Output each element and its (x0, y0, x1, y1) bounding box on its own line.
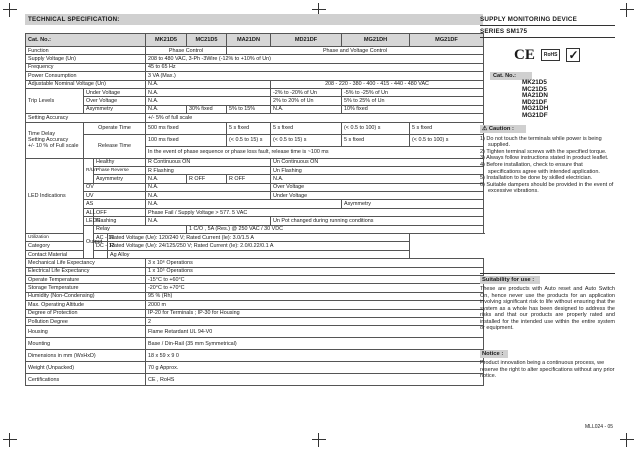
over-voltage-range-1: 2% to 20% of Un (271, 97, 342, 105)
product-title: SUPPLY MONITORING DEVICE (480, 16, 578, 23)
led-all-row (26, 208, 484, 216)
led-phase-reverse-b: Un Flashing (271, 166, 484, 174)
function-label: Function (26, 47, 146, 55)
spec-row (26, 292, 484, 300)
technical-specification-heading: TECHNICAL SPECIFICATION: (25, 14, 483, 25)
spec-value: 3 x 10⁶ Operations (146, 259, 484, 267)
led-ov-label: OV (84, 183, 146, 191)
supply-voltage-value: 208 to 480 VAC, 3-Ph -3Wire (-12% to +10% of Un) (146, 55, 484, 63)
caution-label: Caution : (488, 125, 514, 132)
cat-no-label: Cat. No.: (26, 34, 146, 47)
led-asymmetry-label: Asymmetry (94, 175, 146, 183)
setting-accuracy-label: Setting Accuracy (26, 114, 146, 122)
nominal-voltage-na: N.A. (146, 80, 271, 88)
output-category-label: Category (26, 242, 94, 250)
series-divider (480, 37, 615, 38)
cat-list-item: MG21DF (522, 111, 548, 119)
cat-list-item: MD21DF (522, 98, 548, 106)
led-phase-reverse-a: R Flashing (146, 166, 271, 174)
supply-voltage-row (26, 55, 484, 63)
output-utilization-label: Utilization (26, 234, 94, 242)
model-mg21df: MG21DF (410, 34, 484, 47)
release-time-label: Release Time (84, 134, 146, 158)
under-voltage-range-1: -2% to -20% of Un (271, 88, 342, 96)
spec-label: Operate Temperature (26, 275, 146, 283)
setting-accuracy-value: +/- 5% of full scale (146, 114, 484, 122)
operate-time-row (26, 122, 484, 134)
led-asymmetry-d: N.A. (271, 175, 484, 183)
function-row (26, 47, 484, 55)
output-utilization-ac: AC - 15 (94, 234, 108, 242)
led-r-un-label: R/Un (84, 158, 94, 183)
led-healthy-label: Healthy (94, 158, 146, 166)
suitability-section (480, 273, 615, 332)
output-relay-label: Relay (94, 225, 187, 233)
supply-voltage-label: Supply Voltage (Un) (26, 55, 146, 63)
led-ov-a: N.A. (146, 183, 271, 191)
spec-label: Certifications (26, 374, 146, 386)
output-utilization-dc: DC - 13 (94, 242, 108, 250)
spec-label: Mounting (26, 338, 146, 350)
spec-value: -15°C to +60°C (146, 275, 484, 283)
under-voltage-range-2: -5% to -25% of Un (342, 88, 484, 96)
warning-icon: ⚠ (482, 125, 488, 132)
led-as-row (26, 200, 484, 208)
power-consumption-label: Power Consumption (26, 72, 146, 80)
cat-no-row (26, 34, 484, 47)
document-code: MLL024 - 05 (585, 424, 614, 430)
frequency-row (26, 63, 484, 71)
crop-mark-bottom-right (620, 433, 634, 447)
spec-value: 95 % (Rh) (146, 292, 484, 300)
spec-row (26, 267, 484, 275)
release-time-d: 5 s fixed (342, 134, 410, 146)
over-voltage-na: N.A. (146, 97, 271, 105)
spec-label: Electrical Life Expectancy (26, 267, 146, 275)
led-healthy-b: Un Continuous ON (271, 158, 484, 166)
model-ma21dn: MA21DN (227, 34, 271, 47)
output-contact-row (26, 250, 484, 258)
crop-mark-bottom-left (3, 433, 17, 447)
caution-item: 1) Do not touch the terminals while power is being supplied. (480, 135, 602, 149)
technical-specification-panel (25, 14, 483, 386)
product-info-panel (480, 14, 615, 380)
spec-row (26, 309, 484, 317)
trip-asymmetry-row (26, 105, 484, 113)
led-all-off: OFF (94, 208, 146, 216)
caution-item: 3) Always follow instructions stated in product leaflet. (480, 155, 609, 162)
cat-list-item: MC21D5 (522, 85, 547, 93)
spec-value: 70 g Approx. (146, 362, 484, 374)
operate-time-e: 5 s fixed (410, 122, 484, 134)
led-indications-label: LED Indications (26, 158, 84, 234)
spec-label: Housing (26, 326, 146, 338)
rohs-mark: RoHS (541, 49, 561, 61)
spec-row (26, 326, 484, 338)
spec-value: 18 x 59 x 9 0 (146, 350, 484, 362)
certification-marks (514, 46, 615, 64)
led-as-a: N.A. (146, 200, 342, 208)
spec-row (26, 284, 484, 292)
spec-value: IP-20 for Terminals ; IP-30 for Housing (146, 309, 484, 317)
operate-time-c: 5 s fixed (271, 122, 342, 134)
caution-heading (480, 125, 526, 133)
frequency-value: 45 to 65 Hz (146, 63, 484, 71)
under-voltage-na: N.A. (146, 88, 271, 96)
spec-row (26, 338, 484, 350)
cat-list-item: MG21DH (522, 105, 549, 113)
led-all-value: Phase Fail / Supply Voltage > 577. 5 VAC (146, 208, 484, 216)
spec-row (26, 275, 484, 283)
trip-levels-label: Trip Levels (26, 88, 84, 113)
spec-row (26, 317, 484, 325)
over-voltage-range-2: 5% to 25% of Un (342, 97, 484, 105)
spec-value: Base / Din-Rail (35 mm Symmetrical) (146, 338, 484, 350)
cat-list-item: MA21DN (522, 92, 548, 100)
spec-label: Max. Operating Altitude (26, 301, 146, 309)
led-asymmetry-c: R OFF (227, 175, 271, 183)
suitability-text: These are products with Auto reset and Auto Switch On, hence never use the products for an application involving significant risk to life without ensuring that the system as a whole has been designed to address the risks and that our products are properly rated and installed for the intended use within the entire system or equipment. (480, 285, 615, 332)
led-phase-reverse-label: Phase Reverse (94, 166, 146, 174)
time-delay-label: Time Delay (28, 131, 56, 138)
release-time-e: (< 0.5 to 100) s (410, 134, 484, 146)
model-mc21d5: MC21D5 (187, 34, 227, 47)
product-series: SERIES SM175 (480, 28, 528, 35)
spec-label: Storage Temperature (26, 284, 146, 292)
model-md21df: MD21DF (271, 34, 342, 47)
crop-mark-top-left (3, 3, 17, 17)
model-mg21dh: MG21DH (342, 34, 410, 47)
caution-list (480, 136, 615, 195)
operate-time-a: 500 ms fixed (146, 122, 227, 134)
led-as-label: AS (84, 200, 146, 208)
cat-no-box-label: Cat. No.: (490, 72, 532, 80)
spec-row (26, 374, 484, 386)
trip-asymmetry-label: Asymmetry (84, 105, 146, 113)
spec-value: 1 x 10⁵ Operations (146, 267, 484, 275)
under-voltage-row (26, 88, 484, 96)
led-uv-b: Under Voltage (271, 192, 484, 200)
specification-table (25, 33, 484, 386)
trip-asymmetry-fixed-10: 10% fixed (342, 105, 484, 113)
time-delay-accuracy-label: Setting Accuracy (28, 137, 69, 144)
operate-time-d: (< 0.5 to 100) s (342, 122, 410, 134)
led-leds-b: Un Pot changed during running conditions (271, 217, 484, 225)
spec-row (26, 362, 484, 374)
crop-mark-top-right (620, 3, 634, 17)
spec-row (26, 301, 484, 309)
spec-label: Mechanical Life Expectancy (26, 259, 146, 267)
release-time-note: In the event of phase sequence or phase loss fault, release time is ~100 ms (146, 146, 484, 158)
spec-label: Degree of Protection (26, 309, 146, 317)
led-uv-a: N.A. (146, 192, 271, 200)
led-asymmetry-a: N.A. (146, 175, 187, 183)
crop-mark-bottom-center (312, 433, 326, 447)
spec-label: Humidity (Non-Condensing) (26, 292, 146, 300)
notice-text: Product innovation being a continuous process, we reserve the right to alter specifications without any prior notice. (480, 360, 615, 380)
output-utilization-ac-value: Rated Voltage (Ue): 120/240 V; Rated Current (Ie): 3.0/1.5 A (108, 234, 410, 242)
caution-item: 6) Suitable dampers should be provided in the event of excessive vibrations. (480, 181, 614, 195)
cat-list-item: MK21D5 (522, 79, 547, 86)
spec-value: CE , RoHS (146, 374, 484, 386)
led-leds-flashing: Flashing (94, 217, 146, 225)
spec-value: 2000 m (146, 301, 484, 309)
under-voltage-label: Under Voltage (84, 88, 146, 96)
spec-label: Pollution Degree (26, 317, 146, 325)
spec-label: Dimensions in mm (WxHxD) (26, 350, 146, 362)
led-leds-row (26, 217, 484, 225)
output-utilization-dc-value: Rated Voltage (Ue): 24/125/250 V; Rated Current (Ie): 2.0/0.22/0.1 A (108, 242, 410, 250)
output-relay-row (26, 225, 484, 233)
release-time-c: (< 0.5 to 15) s (271, 134, 342, 146)
led-ov-b: Over Voltage (271, 183, 484, 191)
setting-accuracy-row (26, 114, 484, 122)
led-leds-label: LEDS (84, 217, 94, 225)
output-relay-value: 1 C/O , 5A (Res.) @ 250 VAC / 30 VDC (187, 225, 484, 233)
release-time-row (26, 134, 484, 146)
time-delay-fullscale-label: +/- 10 % of Full scale (28, 143, 79, 150)
spec-row (26, 259, 484, 267)
trip-asymmetry-na: N.A. (146, 105, 187, 113)
led-healthy-a: R Continuous ON (146, 158, 271, 166)
led-asymmetry-row (26, 175, 484, 183)
suitability-divider (480, 273, 615, 274)
over-voltage-label: Over Voltage (84, 97, 146, 105)
led-asymmetry-b: R OFF (187, 175, 227, 183)
led-healthy-row (26, 158, 484, 166)
over-voltage-row (26, 97, 484, 105)
led-all-label: ALL (84, 208, 94, 216)
release-time-a: 100 ms fixed (146, 134, 227, 146)
nominal-voltage-row (26, 80, 484, 88)
power-consumption-row (26, 72, 484, 80)
output-contact-value: Ag Alloy (108, 250, 410, 258)
ce-mark: CE (514, 46, 535, 63)
output-label: Output (84, 225, 94, 259)
output-contact-label: Contact Material (26, 250, 108, 258)
spec-row (26, 350, 484, 362)
spec-value: 2 (146, 317, 484, 325)
function-phase-control: Phase Control (146, 47, 227, 55)
trip-asymmetry-range: 5% to 15% (227, 105, 271, 113)
spec-label: Weight (Unpacked) (26, 362, 146, 374)
cat-no-list (522, 80, 615, 120)
release-time-b: (< 0.5 to 15) s (227, 134, 271, 146)
caution-item: 2) Tighten terminal screws with the specified torque. (480, 148, 607, 155)
operate-time-b: 5 s fixed (227, 122, 271, 134)
notice-heading: Notice : (480, 350, 508, 358)
power-consumption-value: 3 VA (Max.) (146, 72, 484, 80)
trip-asymmetry-na-2: N.A. (271, 105, 342, 113)
model-mk21d5: MK21D5 (146, 34, 187, 47)
spec-value: -20°C to +70°C (146, 284, 484, 292)
suitability-heading: Suitability for use : (480, 276, 540, 284)
led-ov-row (26, 183, 484, 191)
notice-section (480, 350, 615, 380)
led-uv-row (26, 192, 484, 200)
nominal-voltage-label: Adjustable Nominal Voltage (Un) (26, 80, 146, 88)
frequency-label: Frequency (26, 63, 146, 71)
caution-item: 5) Installation to be done by skilled electrician. (480, 175, 593, 182)
led-as-b: Asymmetry (342, 200, 484, 208)
spec-value: Flame Retardant UL 94-V0 (146, 326, 484, 338)
checkmark-icon: ✓ (568, 48, 579, 62)
caution-item: 4) Before installation, check to ensure that specifications agree with intended application. (480, 161, 600, 175)
function-phase-voltage-control: Phase and Voltage Control (227, 47, 484, 55)
operate-time-label: Operate Time (84, 122, 146, 134)
led-leds-a: N.A. (146, 217, 271, 225)
time-delay-label-cell (26, 122, 84, 158)
led-uv-label: UV (84, 192, 146, 200)
nominal-voltage-value: 208 - 220 - 380 - 400 - 415 - 440 - 480 VAC (271, 80, 484, 88)
trip-asymmetry-fixed-30: 30% fixed (187, 105, 227, 113)
